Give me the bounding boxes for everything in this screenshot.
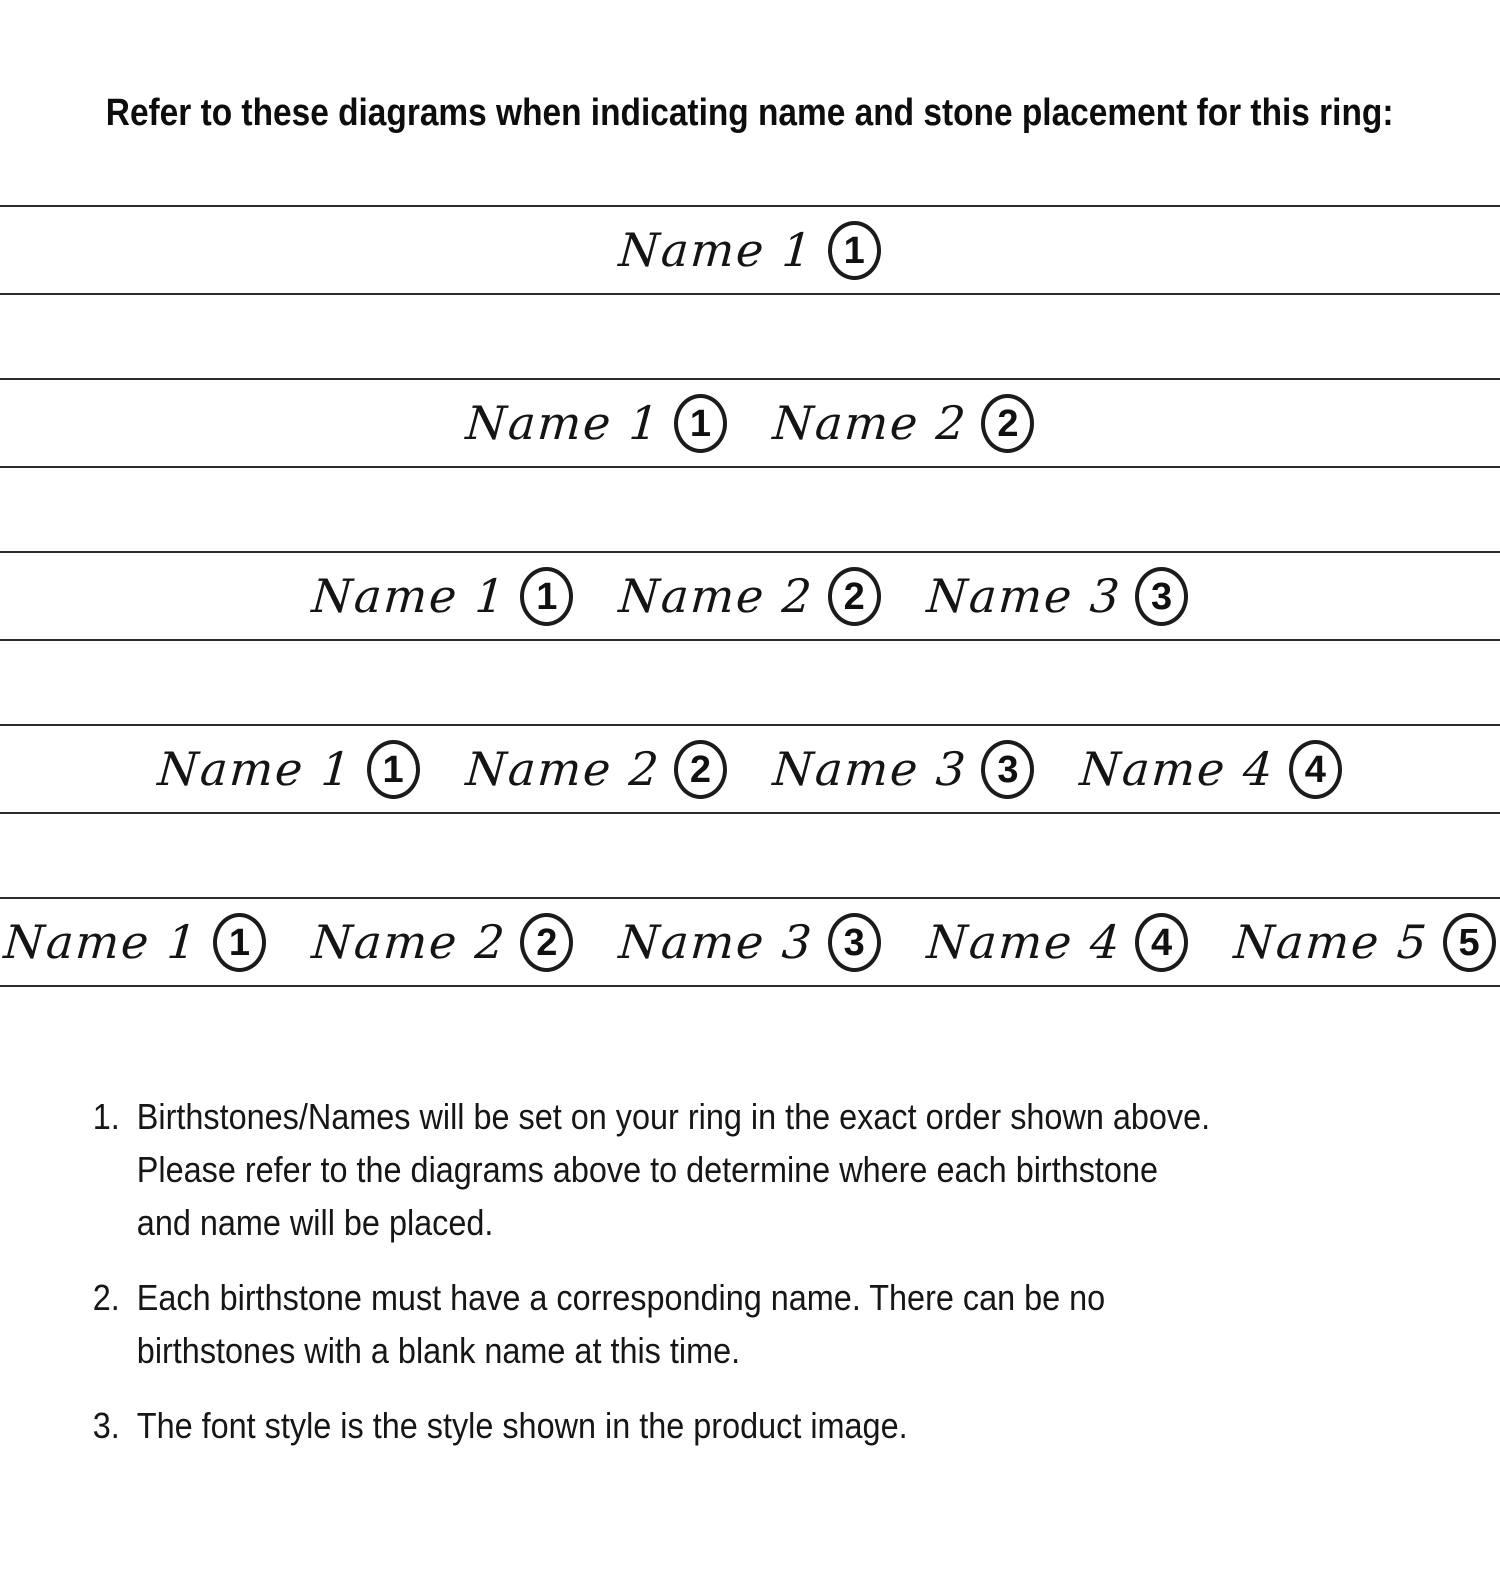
name-label: Name 5 xyxy=(1232,915,1431,969)
stone-number-circle: 1 xyxy=(674,394,727,453)
stone-number-circle: 4 xyxy=(1289,740,1342,799)
diagram-row-4-stones xyxy=(0,724,1500,814)
name-stone-unit xyxy=(1080,740,1341,799)
name-stone-unit xyxy=(4,913,265,972)
name-label: Name 3 xyxy=(771,742,970,796)
stone-number-circle: 1 xyxy=(828,221,881,280)
instruction-item-1 xyxy=(93,1090,1398,1249)
stone-number-circle: 3 xyxy=(1135,567,1188,626)
instruction-text: Birthstones/Names will be set on your ring in the exact order shown above. Please refer to the diagrams above to determine where each birthstone and name will be placed. xyxy=(136,1096,1211,1243)
name-label: Name 2 xyxy=(310,915,509,969)
instruction-item-2 xyxy=(93,1271,1398,1377)
instruction-text: Each birthstone must have a corresponding name. There can be no birthstones with a blank name at this time. xyxy=(136,1277,1106,1371)
name-stone-unit xyxy=(463,394,727,453)
name-stone-unit xyxy=(924,913,1188,972)
stone-number-circle: 2 xyxy=(520,913,573,972)
name-label: Name 2 xyxy=(617,569,816,623)
name-stone-unit xyxy=(312,567,573,626)
name-stone-unit xyxy=(773,740,1034,799)
name-label: Name 1 xyxy=(617,223,816,277)
name-label: Name 4 xyxy=(924,915,1123,969)
instruction-item-3 xyxy=(93,1399,1398,1452)
name-label: Name 3 xyxy=(924,569,1123,623)
stone-number-circle: 5 xyxy=(1443,913,1496,972)
instruction-text: The font style is the style shown in the product image. xyxy=(136,1405,908,1446)
name-label: Name 4 xyxy=(1078,742,1277,796)
name-stone-unit xyxy=(924,567,1188,626)
name-label: Name 3 xyxy=(617,915,816,969)
stone-number-circle: 1 xyxy=(367,740,420,799)
name-stone-unit xyxy=(312,913,573,972)
stone-number-circle: 2 xyxy=(674,740,727,799)
stone-number-circle: 2 xyxy=(981,394,1034,453)
diagram-row-5-stones xyxy=(0,897,1500,987)
instruction-number: 3. xyxy=(92,1405,120,1446)
name-label: Name 2 xyxy=(463,742,662,796)
instruction-number: 2. xyxy=(92,1277,120,1318)
name-stone-unit xyxy=(773,394,1034,453)
stone-number-circle: 3 xyxy=(828,913,881,972)
name-label: Name 1 xyxy=(463,396,662,450)
name-label: Name 2 xyxy=(771,396,970,450)
stone-number-circle: 1 xyxy=(213,913,266,972)
instruction-number: 1. xyxy=(92,1096,120,1137)
name-stone-unit xyxy=(158,740,419,799)
name-stone-unit xyxy=(463,740,727,799)
name-label: Name 1 xyxy=(156,742,355,796)
stone-number-circle: 1 xyxy=(520,567,573,626)
diagram-row-3-stones xyxy=(0,551,1500,641)
name-stone-unit xyxy=(1234,913,1495,972)
name-stone-unit xyxy=(619,567,880,626)
stone-number-circle: 4 xyxy=(1135,913,1188,972)
name-label: Name 1 xyxy=(2,915,201,969)
stone-number-circle: 2 xyxy=(828,567,881,626)
name-stone-unit xyxy=(619,913,880,972)
diagram-row-1-stone xyxy=(0,205,1500,295)
name-label: Name 1 xyxy=(310,569,509,623)
page-title-text: Refer to these diagrams when indicating name and stone placement for this ring: xyxy=(106,92,1394,134)
diagram-section xyxy=(0,205,1500,987)
name-stone-unit xyxy=(619,221,880,280)
diagram-row-2-stones xyxy=(0,378,1500,468)
page-title xyxy=(0,90,1500,136)
instructions-list xyxy=(0,1090,1398,1452)
ring-placement-guide xyxy=(0,90,1500,1452)
stone-number-circle: 3 xyxy=(981,740,1034,799)
